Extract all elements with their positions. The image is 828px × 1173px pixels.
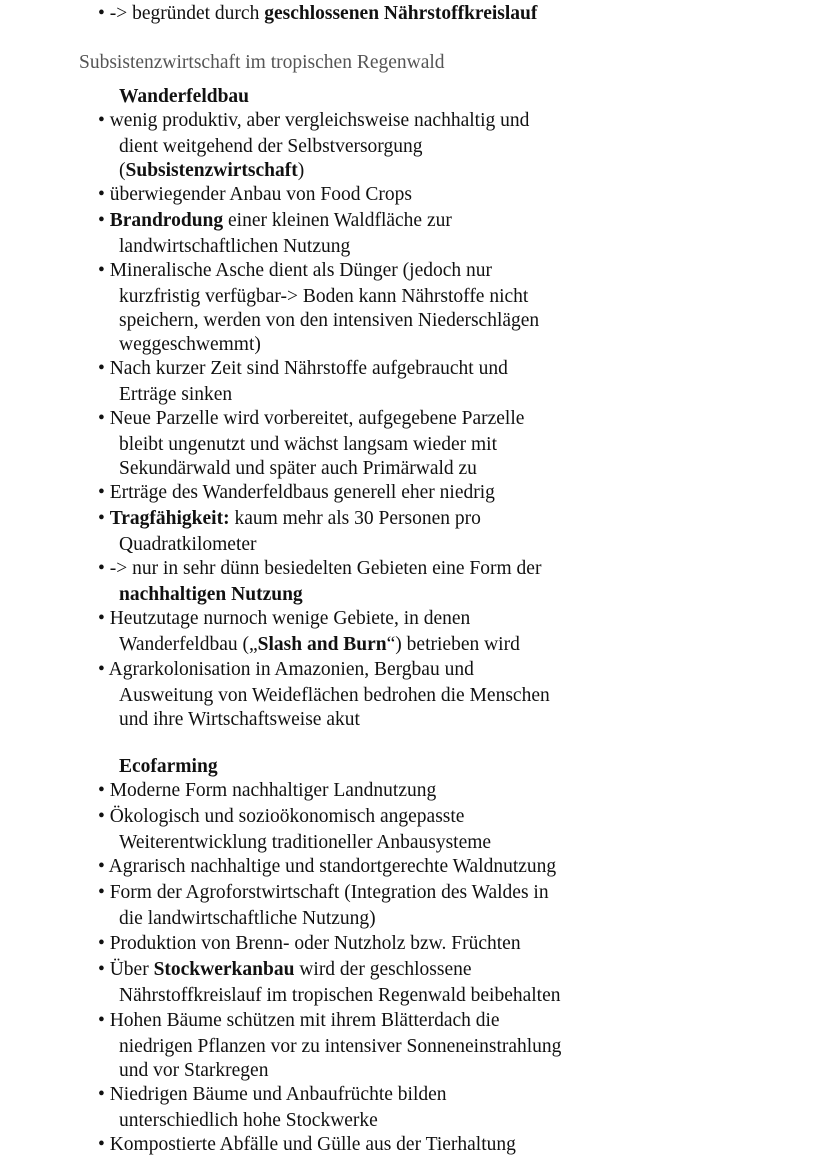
list-item-continuation: dient weitgehend der Selbstversorgung [119, 136, 423, 157]
list-item: • Tragfähigkeit: kaum mehr als 30 Personen pro [98, 508, 481, 529]
list-item: • überwiegender Anbau von Food Crops [98, 184, 412, 205]
list-item: • Form der Agroforstwirtschaft (Integration des Waldes in [98, 882, 549, 903]
list-item-continuation: (Subsistenzwirtschaft) [119, 160, 305, 181]
list-item-continuation: Nährstoffkreislauf im tropischen Regenwald beibehalten [119, 985, 561, 1006]
list-item-continuation: kurzfristig verfügbar-> Boden kann Nährstoffe nicht [119, 286, 529, 307]
list-item-continuation: weggeschwemmt) [119, 334, 261, 355]
list-item: • wenig produktiv, aber vergleichsweise nachhaltig und [98, 110, 530, 131]
list-item-continuation: Ausweitung von Weideflächen bedrohen die Menschen [119, 685, 550, 706]
list-item: • Mineralische Asche dient als Dünger (jedoch nur [98, 260, 493, 281]
list-item: • Erträge des Wanderfeldbaus generell eher niedrig [98, 482, 495, 503]
list-item: • -> nur in sehr dünn besiedelten Gebieten eine Form der [98, 558, 542, 579]
list-item: • Niedrigen Bäume und Anbaufrüchte bilden [98, 1084, 447, 1105]
list-item-continuation: speichern, werden von den intensiven Niederschlägen [119, 310, 540, 331]
list-item: • Brandrodung einer kleinen Waldfläche zur [98, 210, 452, 231]
list-item: • Heutzutage nurnoch wenige Gebiete, in denen [98, 608, 471, 629]
list-item: • Über Stockwerkanbau wird der geschlossene [98, 959, 472, 980]
subsection-title: Wanderfeldbau [119, 86, 250, 107]
list-item-continuation: Erträge sinken [119, 384, 233, 405]
list-item-continuation: nachhaltigen Nutzung [119, 584, 303, 605]
list-item: • Agrarkolonisation in Amazonien, Bergbau und [98, 659, 474, 680]
section-heading: Subsistenzwirtschaft im tropischen Regenwald [79, 52, 445, 73]
subsection-title: Ecofarming [119, 756, 218, 777]
list-item-continuation: die landwirtschaftliche Nutzung) [119, 908, 376, 929]
list-item-continuation: und ihre Wirtschaftsweise akut [119, 709, 360, 730]
list-item-continuation: Weiterentwicklung traditioneller Anbausysteme [119, 832, 492, 853]
list-item: • Agrarisch nachhaltige und standortgerechte Waldnutzung [98, 856, 557, 877]
list-item-continuation: niedrigen Pflanzen vor zu intensiver Sonneneinstrahlung [119, 1036, 562, 1057]
list-item: • Produktion von Brenn- oder Nutzholz bzw. Früchten [98, 933, 521, 954]
list-item-continuation: unterschiedlich hohe Stockwerke [119, 1110, 378, 1131]
list-item-continuation: Wanderfeldbau („Slash and Burn“) betrieben wird [119, 634, 520, 655]
list-item-continuation: bleibt ungenutzt und wächst langsam wieder mit [119, 434, 497, 455]
list-item: • Kompostierte Abfälle und Gülle aus der Tierhaltung [98, 1134, 516, 1155]
list-item-continuation: Sekundärwald und später auch Primärwald zu [119, 458, 477, 479]
list-item: • -> begründet durch geschlossenen Nährstoffkreislauf [98, 3, 538, 24]
list-item: • Nach kurzer Zeit sind Nährstoffe aufgebraucht und [98, 358, 508, 379]
list-item: • Ökologisch und sozioökonomisch angepasste [98, 806, 465, 827]
list-item: • Neue Parzelle wird vorbereitet, aufgegebene Parzelle [98, 408, 525, 429]
list-item: • Hohen Bäume schützen mit ihrem Blätterdach die [98, 1010, 500, 1031]
list-item-continuation: landwirtschaftlichen Nutzung [119, 236, 351, 257]
list-item-continuation: Quadratkilometer [119, 534, 257, 555]
list-item-continuation: und vor Starkregen [119, 1060, 269, 1081]
list-item: • Moderne Form nachhaltiger Landnutzung [98, 780, 437, 801]
